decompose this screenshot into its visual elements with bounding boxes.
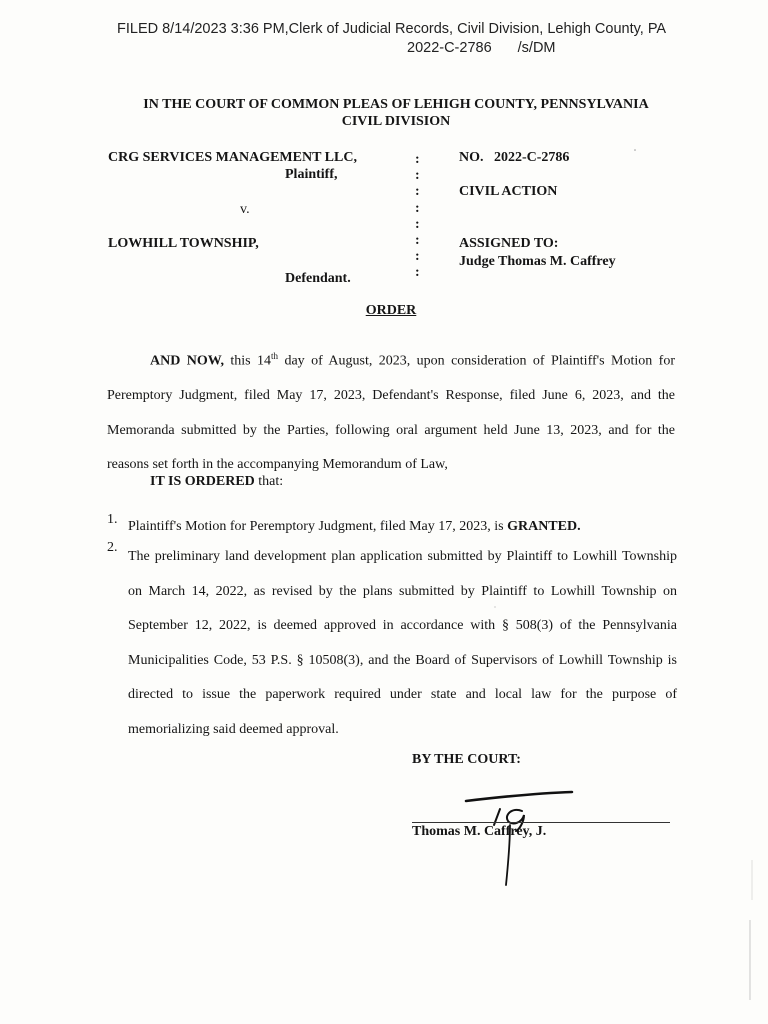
preamble-text-a: this 14 [223, 353, 272, 369]
caption-colon: : [415, 249, 420, 265]
order-item-text: The preliminary land development plan application submitted by Plaintiff to Lowhill Township on March 14, 2022, as revised by the plans submitted by Plaintiff to Lowhill Township on September 12, 2022, is deemed approved in accordance with § 508(3) of the Pennsylvania Municipalities Code, 53 P.S. § 10508(3), and the Board of Supervisors of Lowhill Township is directed to issue the paperwork required under state and local law for the purpose of memorializing said deemed approval. [128, 549, 677, 737]
handwritten-signature [440, 785, 590, 900]
court-name: IN THE COURT OF COMMON PLEAS OF LEHIGH COUNTY, PENNSYLVANIA [143, 97, 649, 112]
caption-colon: : [415, 265, 420, 281]
civil-action: CIVIL ACTION [459, 184, 558, 199]
defendant-role: Defendant. [285, 271, 351, 286]
filing-stamp-line: FILED 8/14/2023 3:36 PM,Clerk of Judicial Records, Civil Division, Lehigh County, PA [117, 21, 667, 37]
it-is-ordered [150, 474, 283, 490]
order-item-number: 1. [107, 512, 118, 527]
assigned-judge: Judge Thomas M. Caffrey [459, 254, 616, 269]
caption-colon: : [415, 168, 420, 184]
by-the-court: BY THE COURT: [412, 752, 521, 767]
docket-label: NO. [459, 150, 484, 165]
order-item-number: 2. [107, 540, 118, 555]
order-item-text: Plaintiff's Motion for Peremptory Judgment, filed May 17, 2023, is [128, 519, 508, 534]
filing-stamp-case [407, 39, 556, 58]
court-division: CIVIL DIVISION [341, 114, 451, 129]
order-title: ORDER [365, 303, 417, 318]
caption-colon: : [415, 152, 420, 167]
caption-colon: : [415, 216, 420, 232]
preamble-ordinal: th [271, 351, 279, 361]
preamble-lead: AND NOW, [150, 353, 224, 369]
docket-value: 2022-C-2786 [494, 150, 570, 165]
signer-name: Thomas M. Caffrey, J. [412, 824, 547, 839]
plaintiff-name: CRG SERVICES MANAGEMENT LLC, [108, 150, 357, 165]
stamp-case-number: 2022-C-2786 [407, 40, 492, 56]
defendant-name: LOWHILL TOWNSHIP, [108, 236, 259, 251]
order-item [107, 540, 677, 747]
signature-line [412, 822, 670, 823]
court-heading [0, 96, 768, 130]
ordered-rest: that: [254, 474, 284, 489]
ordered-lead: IT IS ORDERED [150, 474, 255, 489]
stamp-clerk: /s/DM [517, 40, 556, 56]
caption-colon: : [415, 184, 420, 200]
versus: v. [240, 202, 250, 217]
caption-colon: : [415, 200, 420, 216]
docket-number [459, 150, 569, 166]
preamble-text-b: day of August, 2023, upon consideration of Plaintiff's Motion for Peremptory Judgment, filed May 17, 2023, Defendant's Response, filed June 6, 2023, and the Memoranda submitted by the Parties, following oral argument held June 13, 2023, and for the reasons set forth in the accompanying Memorandum of Law, [107, 353, 675, 473]
assigned-label: ASSIGNED TO: [459, 236, 559, 251]
caption-colons [415, 152, 420, 282]
granted-text: GRANTED. [507, 519, 581, 534]
order-preamble [107, 339, 675, 483]
plaintiff-role: Plaintiff, [285, 167, 338, 182]
caption-colon: : [415, 233, 420, 249]
